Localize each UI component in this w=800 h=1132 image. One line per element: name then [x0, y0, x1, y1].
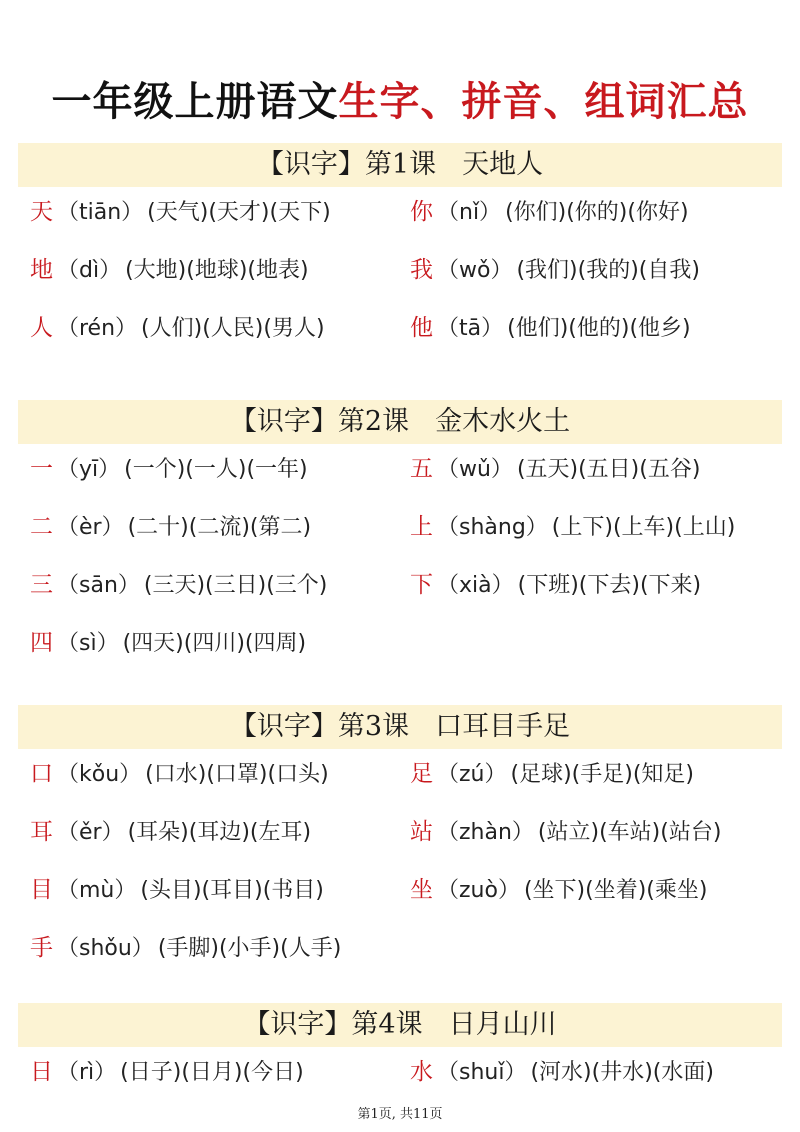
- word-list: (站立)(车站)(站台): [537, 820, 722, 845]
- character: 人: [30, 315, 53, 341]
- character-entry: [30, 1054, 304, 1090]
- lesson-header: [18, 1003, 782, 1047]
- character: 一: [30, 456, 53, 482]
- word-list: (我们)(我的)(自我): [516, 258, 700, 283]
- lesson-header: [18, 705, 782, 749]
- character-entry: [30, 872, 324, 908]
- lesson-number: 【识字】第2课: [229, 406, 410, 437]
- pinyin: （ěr）: [57, 820, 124, 845]
- character-entry: [410, 756, 694, 792]
- character-entry: [410, 1054, 714, 1090]
- pinyin: （zuò）: [437, 878, 520, 903]
- character: 二: [30, 514, 53, 540]
- word-list: (他们)(他的)(他乡): [507, 316, 691, 341]
- word-list: (你们)(你的)(你好): [505, 200, 689, 225]
- lesson-header: [18, 400, 782, 444]
- word-list: (手脚)(小手)(人手): [157, 936, 342, 961]
- character: 地: [30, 257, 53, 283]
- pinyin: （shuǐ）: [437, 1060, 527, 1085]
- character: 四: [30, 630, 53, 656]
- word-list: (四天)(四川)(四周): [122, 631, 307, 656]
- word-list: (天气)(天才)(天下): [147, 200, 331, 225]
- character-entry: [30, 756, 329, 792]
- pinyin: （tiān）: [57, 200, 144, 225]
- character-entry: [410, 509, 735, 545]
- character-entry: [410, 451, 700, 487]
- character: 上: [410, 514, 433, 540]
- character-entry: [30, 451, 308, 487]
- character: 耳: [30, 819, 53, 845]
- word-list: (日子)(日月)(今日): [120, 1060, 304, 1085]
- pinyin: （kǒu）: [57, 762, 142, 787]
- word-list: (五天)(五日)(五谷): [516, 457, 701, 482]
- word-list: (大地)(地球)(地表): [125, 258, 309, 283]
- word-list: (人们)(人民)(男人): [141, 316, 325, 341]
- character: 天: [30, 199, 53, 225]
- character: 水: [410, 1059, 433, 1085]
- character-entry: [410, 567, 701, 603]
- character-entry: [410, 252, 700, 288]
- character-entry: [30, 814, 311, 850]
- pinyin: （zhàn）: [437, 820, 534, 845]
- page-title: [0, 70, 800, 127]
- lesson-name: 口耳目手足: [435, 711, 571, 742]
- word-list: (耳朵)(耳边)(左耳): [127, 820, 312, 845]
- word-list: (上下)(上车)(上山): [551, 515, 736, 540]
- character-entry: [30, 252, 309, 288]
- character: 下: [410, 572, 433, 598]
- character-entry: [30, 194, 331, 230]
- page-title-highlight: 生字、拼音、组词汇总: [338, 79, 749, 125]
- word-list: (三天)(三日)(三个): [143, 573, 328, 598]
- pinyin: （rì）: [57, 1060, 117, 1085]
- pinyin: （mù）: [57, 878, 137, 903]
- lesson-number: 【识字】第4课: [243, 1009, 423, 1040]
- character-entry: [30, 930, 341, 966]
- lesson-header: [18, 143, 782, 187]
- word-list: (足球)(手足)(知足): [510, 762, 694, 787]
- page-footer: 第1页, 共11页: [357, 1107, 443, 1122]
- character: 站: [410, 819, 433, 845]
- pinyin: （nǐ）: [437, 200, 502, 225]
- character: 坐: [410, 877, 433, 903]
- character: 口: [30, 761, 53, 787]
- character: 你: [410, 199, 433, 225]
- character-entry: [410, 814, 721, 850]
- character: 我: [410, 257, 433, 283]
- character-entry: [30, 509, 311, 545]
- word-list: (一个)(一人)(一年): [124, 457, 308, 482]
- word-list: (口水)(口罩)(口头): [145, 762, 329, 787]
- pinyin: （wǒ）: [437, 258, 513, 283]
- lesson-name: 天地人: [462, 149, 544, 180]
- character: 目: [30, 877, 53, 903]
- lesson-name: 金木水火土: [435, 406, 571, 437]
- character-entry: [410, 194, 689, 230]
- word-list: (二十)(二流)(第二): [127, 515, 312, 540]
- pinyin: （sān）: [57, 573, 140, 598]
- pinyin: （shǒu）: [57, 936, 154, 961]
- word-list: (坐下)(坐着)(乘坐): [523, 878, 708, 903]
- character: 三: [30, 572, 53, 598]
- word-list: (河水)(井水)(水面): [530, 1060, 714, 1085]
- lesson-number: 【识字】第3课: [229, 711, 410, 742]
- character-entry: [30, 310, 325, 346]
- lesson-number: 【识字】第1课: [256, 149, 437, 180]
- pinyin: （shàng）: [437, 515, 548, 540]
- character-entry: [30, 567, 327, 603]
- pinyin: （rén）: [57, 316, 138, 341]
- character-entry: [410, 872, 707, 908]
- character: 五: [410, 456, 433, 482]
- character: 日: [30, 1059, 53, 1085]
- pinyin: （dì）: [57, 258, 122, 283]
- character-entry: [410, 310, 691, 346]
- pinyin: （xià）: [437, 573, 514, 598]
- character: 他: [410, 315, 433, 341]
- page-title-main: 一年级上册语文: [51, 79, 339, 125]
- character-entry: [30, 625, 306, 661]
- character: 手: [30, 935, 53, 961]
- pinyin: （yī）: [57, 457, 121, 482]
- character: 足: [410, 761, 433, 787]
- word-list: (下班)(下去)(下来): [517, 573, 702, 598]
- pinyin: （sì）: [57, 631, 119, 656]
- pinyin: （zú）: [437, 762, 507, 787]
- pinyin: （tā）: [437, 316, 504, 341]
- pinyin: （wǔ）: [437, 457, 513, 482]
- lesson-name: 日月山川: [448, 1009, 557, 1040]
- word-list: (头目)(耳目)(书目): [140, 878, 324, 903]
- pinyin: （èr）: [57, 515, 124, 540]
